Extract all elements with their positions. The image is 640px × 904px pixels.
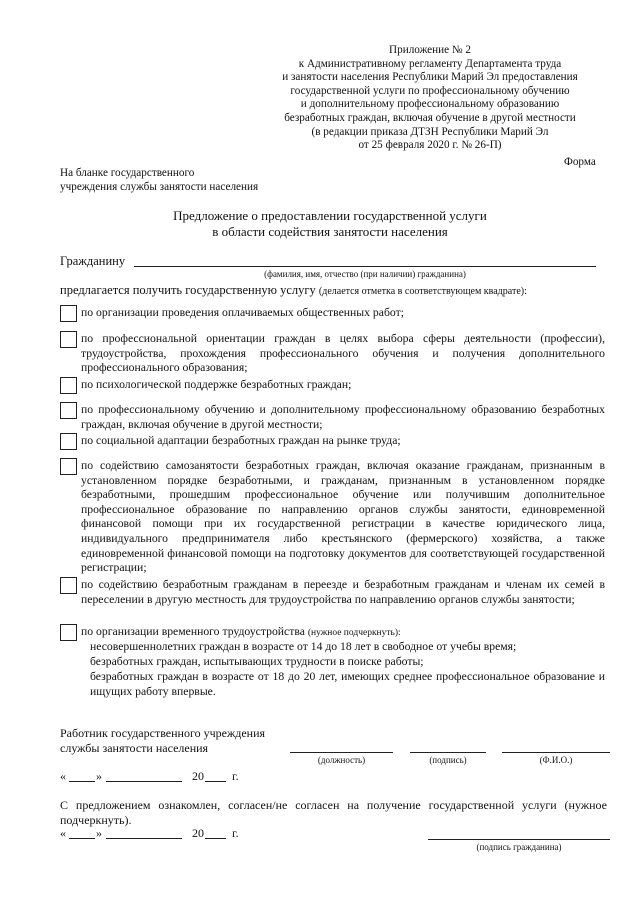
temp-employment-item-difficulties[interactable]: безработных граждан, испытывающих трудности в поиске работы; <box>90 655 424 668</box>
title-line: в области содействия занятости населения <box>212 224 448 239</box>
appendix-line: и дополнительному профессиональному образованию <box>300 98 560 111</box>
citizen-label: Гражданину <box>60 254 126 268</box>
citizen-signature-caption: (подпись гражданина) <box>476 842 562 852</box>
acknowledgement-text: С предложением ознакомлен, согласен/не согласен на получение государственной услуги (нужное подчеркнуть). <box>60 798 607 827</box>
option-checkbox-social-adaptation[interactable] <box>60 433 77 450</box>
worker-year-prefix: 20 <box>192 769 204 783</box>
worker-name-caption: (Ф.И.О.) <box>539 755 573 765</box>
worker-signature-field[interactable] <box>410 752 486 753</box>
option-career-guidance: по профессиональной ориентации граждан в целях выбора сферы деятельности (профессии), трудоустройства, прохождения профессионального обучения и получения дополнительного профессионального образования; <box>81 332 605 375</box>
ack-year-suffix: г. <box>232 826 239 840</box>
appendix-line: и занятости населения Республики Марий Эл предоставления <box>282 71 578 84</box>
document-title <box>80 208 580 240</box>
appendix-line: государственной услуги по профессиональному обучению <box>290 84 570 97</box>
worker-position-field[interactable] <box>290 752 393 753</box>
option-paid-public-works: по организации проведения оплачиваемых общественных работ; <box>81 306 404 319</box>
letterhead-line: учреждения службы занятости населения <box>60 180 259 193</box>
ack-month-field[interactable] <box>106 838 182 839</box>
worker-title-line: службы занятости населения <box>60 740 209 755</box>
letterhead-note <box>60 167 320 194</box>
option-relocation: по содействию безработным гражданам в переезде и безработным гражданам и членам их семей в переселении в другую местность для трудоустройства по направлению органов службы занятости; <box>81 578 605 606</box>
option-checkbox-temporary-employment[interactable] <box>60 624 77 641</box>
appendix-line: Приложение № 2 <box>389 44 471 56</box>
appendix-line: к Административному регламенту Департамента труда <box>298 57 562 70</box>
option-checkbox-self-employment[interactable] <box>60 458 77 475</box>
worker-month-field[interactable] <box>106 781 182 782</box>
citizen-name-field[interactable] <box>134 266 596 267</box>
offer-statement <box>60 283 527 298</box>
worker-name-field[interactable] <box>502 752 610 753</box>
offer-text: предлагается получить государственную услугу <box>60 283 316 297</box>
appendix-line: от 25 февраля 2020 г. № 26-П) <box>358 139 502 152</box>
letterhead-line: На бланке государственного <box>60 167 195 179</box>
ack-date-open-quote: « <box>60 826 66 840</box>
option-vocational-training: по профессиональному обучению и дополнительному профессиональному образованию безработных граждан, включая обучение в другой местности; <box>81 403 605 431</box>
option-psychological-support: по психологической поддержке безработных граждан; <box>81 378 352 391</box>
offer-note: (делается отметка в соответствующем квадрате): <box>318 286 527 297</box>
worker-signature-caption: (подпись) <box>429 755 467 765</box>
appendix-line: (в редакции приказа ДТЗН Республики Марий Эл <box>311 125 549 138</box>
ack-year-prefix: 20 <box>192 826 204 840</box>
ack-date-close-quote: » <box>96 826 102 840</box>
option-checkbox-paid-public-works[interactable] <box>60 305 77 322</box>
citizen-signature-field[interactable] <box>428 839 610 840</box>
temp-employment-item-graduates[interactable]: безработных граждан в возрасте от 18 до 20 лет, имеющих среднее профессиональное образование и ищущих работу впервые. <box>90 670 605 698</box>
option-checkbox-career-guidance[interactable] <box>60 331 77 348</box>
temp-employment-item-minors[interactable]: несовершеннолетних граждан в возрасте от 14 до 18 лет в свободное от учебы время; <box>90 640 517 653</box>
appendix-line: безработных граждан, включая обучение в другой местности <box>284 111 576 124</box>
option-temporary-employment <box>81 625 605 641</box>
worker-title <box>60 726 265 755</box>
appendix-header <box>265 44 595 153</box>
option-checkbox-psychological-support[interactable] <box>60 377 77 394</box>
title-line: Предложение о предоставлении государственной услуги <box>173 208 487 223</box>
option-self-employment: по содействию самозанятости безработных граждан, включая оказание гражданам, признанным в установленном порядке безработными, и гражданам, признанным в установленном порядке безработными, прошедшим профессиональное обучение или получившим дополнительное профессиональное образование по направлению органов службы занятости, единовременной финансовой помощи при их государственной регистрации в качестве юридического лица, индивидуального предпринимателя либо крестьянского (фермерского) хозяйства, а также единовременной финансовой помощи на подготовку документов для соответствующей государственной регистрации; <box>81 459 605 575</box>
citizen-name-caption: (фамилия, имя, отчество (при наличии) гражданина) <box>264 269 466 279</box>
form-label: Форма <box>564 156 596 168</box>
worker-position-caption: (должность) <box>317 755 366 765</box>
worker-day-field[interactable] <box>69 781 95 782</box>
ack-year-field[interactable] <box>205 838 226 839</box>
worker-year-suffix: г. <box>232 769 239 783</box>
worker-date-open-quote: « <box>60 769 66 783</box>
worker-date-close-quote: » <box>96 769 102 783</box>
option-checkbox-relocation[interactable] <box>60 577 77 594</box>
worker-title-line: Работник государственного учреждения <box>60 726 266 740</box>
option-social-adaptation: по социальной адаптации безработных граждан на рынке труда; <box>81 434 401 447</box>
ack-day-field[interactable] <box>69 838 95 839</box>
option-temporary-employment-text: по организации временного трудоустройства <box>81 625 305 638</box>
worker-year-field[interactable] <box>205 781 226 782</box>
option-checkbox-vocational-training[interactable] <box>60 402 77 419</box>
option-temporary-employment-note: (нужное подчеркнуть): <box>307 628 401 638</box>
